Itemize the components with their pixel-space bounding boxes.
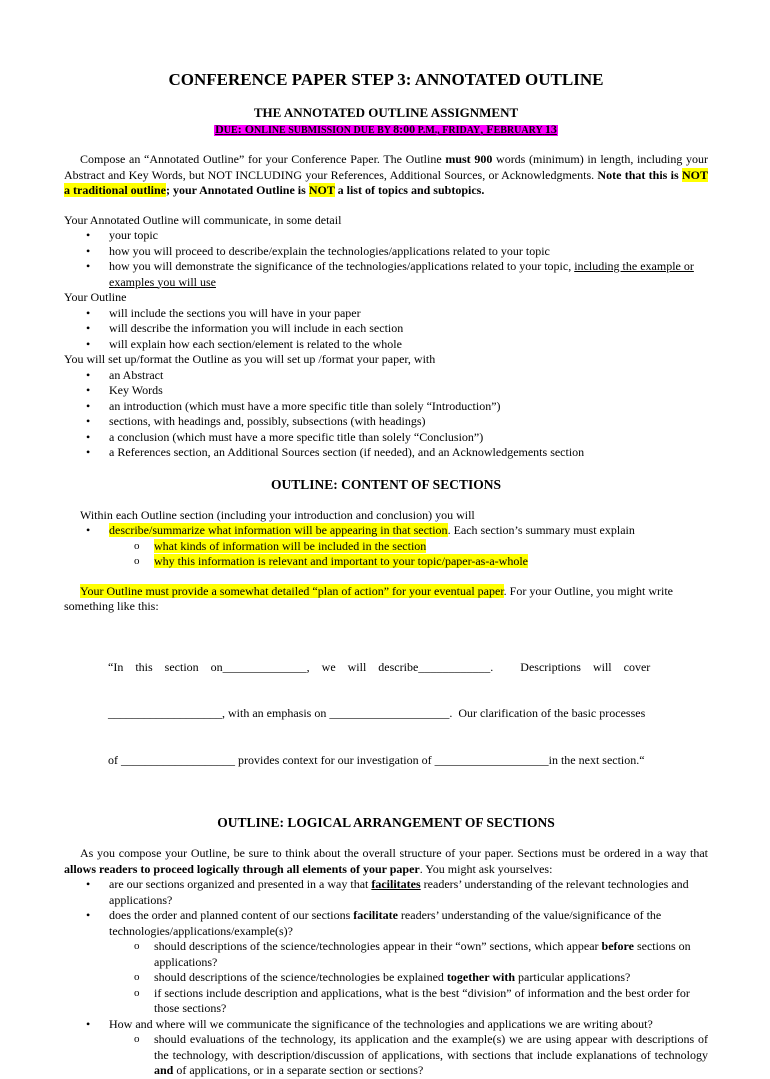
intro-paragraph: Compose an “Annotated Outline” for your Conference Paper. The Outline must 900 words (minimum) in length, including your Abstract and Key Words, but NOT INCLUDING your References, Additional Sources, or Acknowledgments. Note that this is NOT a traditional outline; your Annotated Outline is NOT a list of topics and subtopics.: [64, 152, 708, 197]
logical-sublist: [109, 939, 708, 1017]
list-item: • a conclusion (which must have a more specific title than solely “Conclusion”): [64, 430, 708, 446]
list-item: • how you will proceed to describe/explain the technologies/applications related to your topic: [64, 244, 708, 260]
plan-paragraph: Your Outline must provide a somewhat detailed “plan of action” for your eventual paper. For your Outline, you might write something like this:: [64, 583, 673, 613]
list-item: • how you will demonstrate the significance of the technologies/applications related to your topic, including the example or examples you will use: [64, 259, 708, 290]
list-item: • does the order and planned content of our sections facilitate readers’ understanding of the value/significance of the technologies/applications/example(s)? o should descriptions of the science/technologies appear in their “own” sections, which appear before sections on applications? o should descriptions of the science/technologies be explained together with particular applications? o if sections include description and applications, what is the best “division” of information and the best order for those sections?: [64, 908, 708, 1017]
list-item: • will include the sections you will have in your paper: [64, 306, 708, 322]
due-date-line: [64, 122, 708, 138]
list-item: • an Abstract: [64, 368, 708, 384]
communicate-list: [64, 228, 708, 290]
sublist-item: o should evaluations of the technology, its application and the example(s) we are using appear with descriptions of the technology, with description/discussion of applications, with sections that include explanations of technology and of applications, or in a separate section or sections?: [109, 1032, 708, 1079]
list-item: • a References section, an Additional Sources section (if needed), and an Acknowledgements section: [64, 445, 708, 461]
example-line: of ___________________ provides context for our investigation of ___________________in the next section.“: [108, 752, 645, 767]
content-heading: OUTLINE: CONTENT OF SECTIONS: [271, 476, 501, 492]
communicate-lead: Your Annotated Outline will communicate, in some detail: [64, 212, 342, 227]
example-line: ___________________, with an emphasis on ____________________. Our clarification of the basic processes: [108, 706, 646, 720]
logical-sublist: [109, 1032, 708, 1079]
example-line: “In this section on______________, we will describe____________. Descriptions will cover: [108, 659, 651, 674]
list-item: • your topic: [64, 228, 708, 244]
sublist-item: o should descriptions of the science/technologies be explained together with particular applications?: [109, 970, 708, 986]
list-item: • will explain how each section/element is related to the whole: [64, 337, 708, 353]
document-page: [64, 62, 708, 1079]
logical-list: [64, 877, 708, 1079]
sublist-item: o why this information is relevant and important to your topic/paper-as-a-whole: [109, 554, 708, 570]
list-item: • an introduction (which must have a more specific title than solely “Introduction”): [64, 399, 708, 415]
logical-paragraph: As you compose your Outline, be sure to think about the overall structure of your paper. Sections must be ordered in a way that allows readers to proceed logically through all elements of your paper. You might ask yourselves:: [64, 846, 708, 876]
sublist-item: o what kinds of information will be included in the section: [109, 539, 708, 555]
due-date-badge: DUE: ONLINE SUBMISSION DUE BY 8:00 P.M., FRIDAY, FEBRUARY 13: [215, 122, 557, 136]
list-item: • are our sections organized and presented in a way that facilitates readers’ understanding of the relevant technologies and applications?: [64, 877, 708, 908]
list-item: • describe/summarize what information will be appearing in that section. Each section’s summary must explain o what kinds of information will be included in the section o why this information is relevant and important to your topic/paper-as-a-whole: [64, 523, 708, 570]
setup-list: [64, 368, 708, 461]
list-item: • will describe the information you will include in each section: [64, 321, 708, 337]
list-item: • sections, with headings and, possibly, subsections (with headings): [64, 414, 708, 430]
content-list: [64, 523, 708, 570]
logical-heading: OUTLINE: LOGICAL ARRANGEMENT OF SECTIONS: [217, 815, 555, 830]
outline-lead: Your Outline: [64, 290, 127, 304]
outline-list: [64, 306, 708, 353]
sublist-item: o if sections include description and applications, what is the best “division” of information and the best order for those sections?: [109, 986, 708, 1017]
setup-lead: You will set up/format the Outline as you will set up /format your paper, with: [64, 352, 436, 366]
content-lead: Within each Outline section (including your introduction and conclusion) you will: [80, 507, 475, 522]
content-sublist: [109, 539, 708, 570]
list-item: • Key Words: [64, 383, 708, 399]
page-title: CONFERENCE PAPER STEP 3: ANNOTATED OUTLINE: [168, 70, 604, 89]
example-block: [64, 629, 708, 800]
list-item: • How and where will we communicate the significance of the technologies and applications we are writing about? o should evaluations of the technology, its application and the example(s) we are using appear with descriptions of the technology, with description/discussion of applications, with sections that include explanations of technology and of applications, or in a separate section or sections?: [64, 1017, 708, 1079]
assignment-subtitle: THE ANNOTATED OUTLINE ASSIGNMENT: [253, 105, 519, 120]
sublist-item: o should descriptions of the science/technologies appear in their “own” sections, which appear before sections on applications?: [109, 939, 708, 970]
